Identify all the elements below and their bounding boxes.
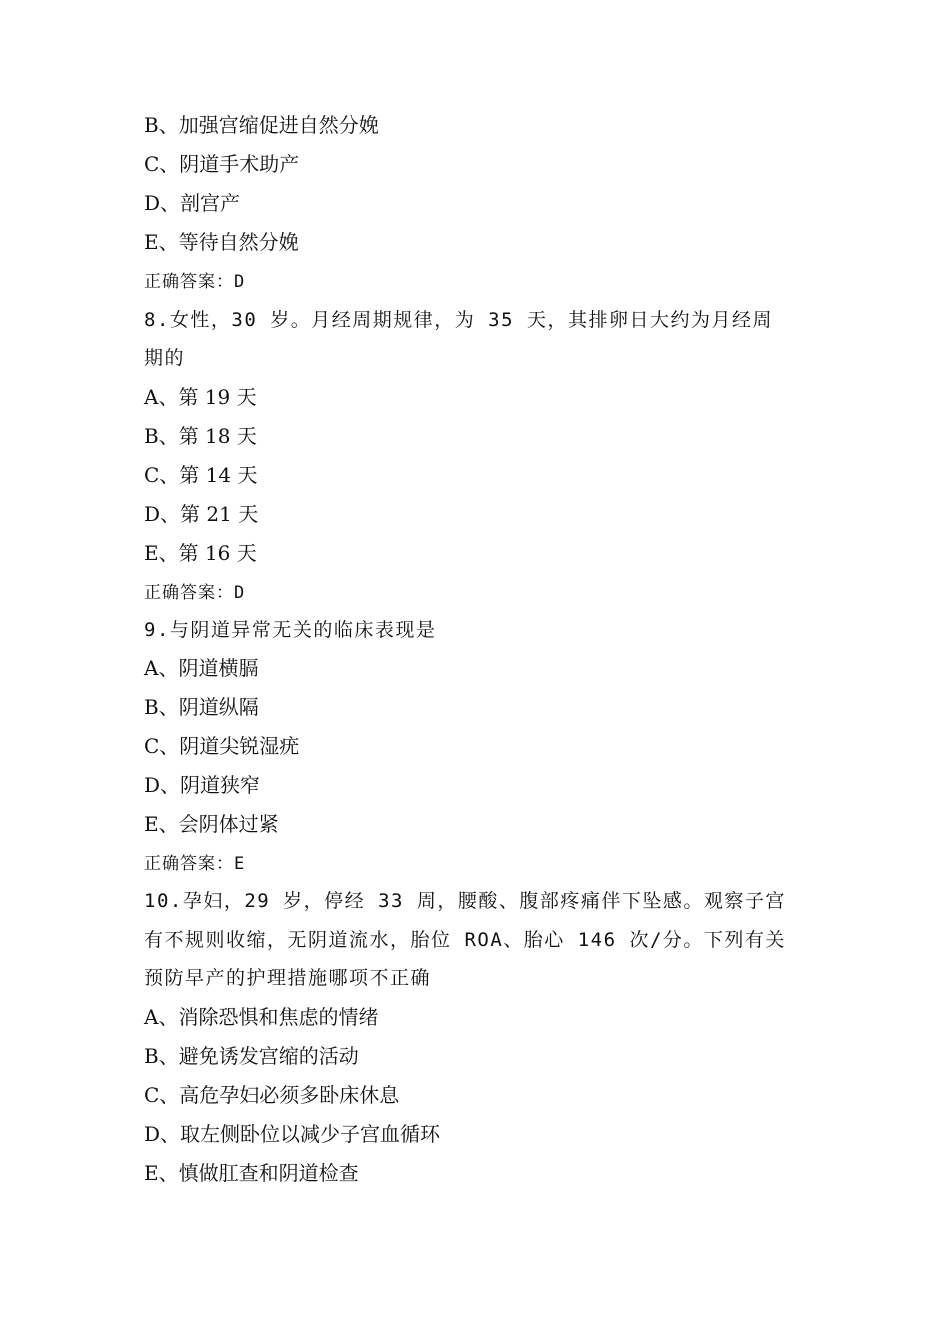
question-line: 有不规则收缩，无阴道流水，胎位 ROA、胎心 146 次/分。下列有关 (144, 929, 786, 951)
option-line: A、阴道横膈 (144, 656, 259, 680)
option-line: E、第 16 天 (144, 541, 257, 565)
option-line: B、加强宫缩促进自然分娩 (144, 113, 379, 137)
question-line: 8.女性，30 岁。月经周期规律，为 35 天，其排卵日大约为月经周 (144, 309, 773, 331)
answer-line: 正确答案：E (144, 854, 246, 874)
option-line: C、阴道尖锐湿疣 (144, 734, 300, 758)
option-line: E、慎做肛查和阴道检查 (144, 1161, 359, 1185)
option-line: B、避免诱发宫缩的活动 (144, 1044, 359, 1068)
option-line: A、消除恐惧和焦虑的情绪 (144, 1005, 379, 1029)
answer-line: 正确答案：D (144, 583, 246, 603)
option-line: C、阴道手术助产 (144, 152, 300, 176)
option-line: E、等待自然分娩 (144, 230, 299, 254)
option-line: B、阴道纵隔 (144, 695, 259, 719)
question-line: 10.孕妇，29 岁，停经 33 周，腰酸、腹部疼痛伴下坠感。观察子宫 (144, 890, 786, 912)
option-line: C、第 14 天 (144, 463, 258, 487)
option-line: D、取左侧卧位以减少子宫血循环 (144, 1122, 441, 1146)
answer-line: 正确答案：D (144, 272, 246, 292)
option-line: D、第 21 天 (144, 502, 259, 526)
question-line: 期的 (144, 347, 186, 369)
option-line: E、会阴体过紧 (144, 812, 279, 836)
option-line: D、阴道狭窄 (144, 773, 261, 797)
question-line: 预防早产的护理措施哪项不正确 (144, 967, 432, 989)
option-line: A、第 19 天 (144, 385, 257, 409)
option-line: D、剖宫产 (144, 191, 241, 215)
question-line: 9.与阴道异常无关的临床表现是 (144, 619, 437, 641)
option-line: C、高危孕妇必须多卧床休息 (144, 1083, 400, 1107)
option-line: B、第 18 天 (144, 424, 257, 448)
